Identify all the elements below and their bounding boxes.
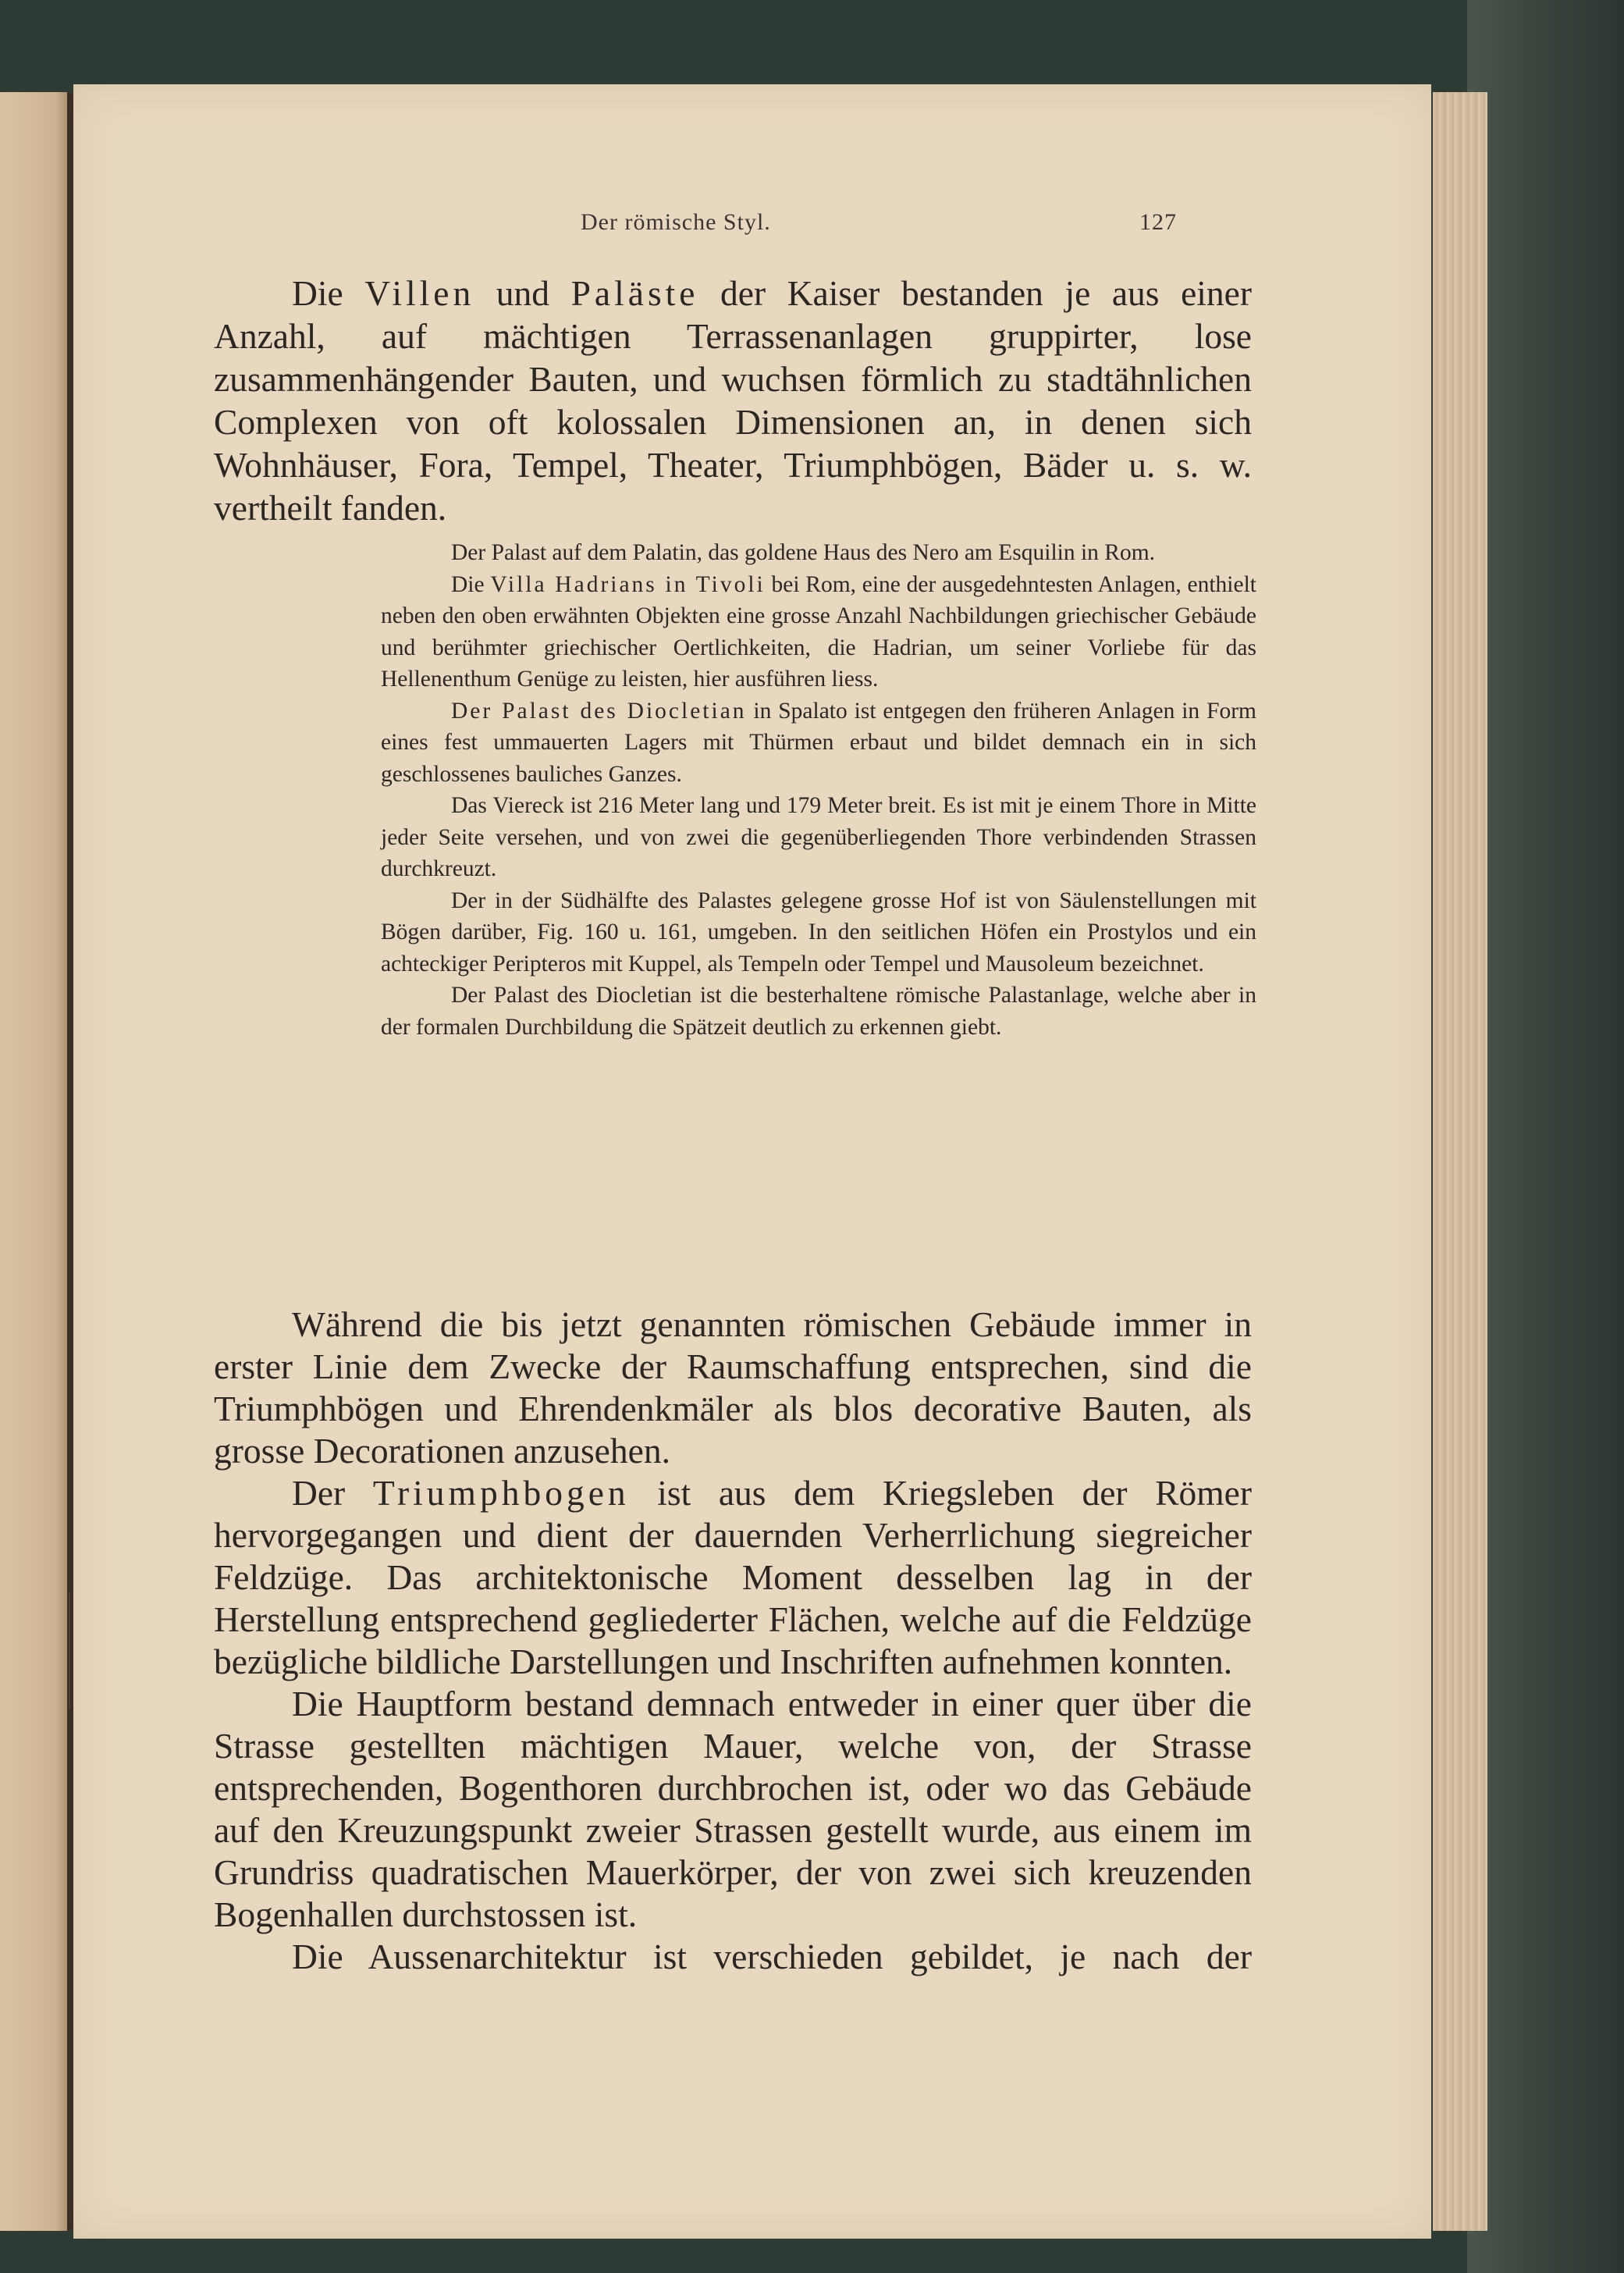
page-stack-edge [1433,92,1487,2231]
note-besterhaltene: Der Palast des Diocletian ist die besterhaltene römische Palastanlage, welche aber in der formalen Durchbildung die Spätzeit deutlich zu erkennen giebt. [381,983,1256,1040]
note-diocletian-palace [381,695,1256,791]
book-page [73,84,1431,2239]
note-suedhaelfte: Der in der Südhälfte des Palastes gelegene grosse Hof ist von Säulenstellungen mit Bögen darüber, Fig. 160 u. 161, umgeben. In den seitlichen Höfen ein Prostylos und ein achteckiger Peripteros mit Kuppel, als Tempeln oder Tempel und Mausoleum bezeichnet. [381,888,1256,976]
intro-text-mid: und [474,273,571,313]
paragraph-text-rest: ist aus dem Kriegsleben der Römer hervorgegangen und dient der dauernden Verherrlichung siegreicher Feldzüge. Das architektonische Moment desselben lag in der Herstellung entsprechend gegliederter Flächen, welche auf die Feldzüge bezügliche bildliche Darstellungen und Inschriften aufnehmen konnten. [214,1473,1252,1681]
note-text-start: Die [451,571,491,597]
intro-paragraph-block [214,272,1252,529]
term-palaeste: Paläste [570,273,699,313]
intro-text-rest: der Kaiser bestanden je aus einer Anzahl, auf mächtigen Terrassenanlagen gruppirter, lose zusammenhängender Bauten, und wuchsen förmlich zu stadtähnlichen Complexen von oft kolossalen Dimensionen an, in denen sich Wohnhäuser, Fora, Tempel, Theater, Triumphbögen, Bäder u. s. w. vertheilt fanden. [214,273,1253,528]
paragraph-triumphbogen [214,1472,1252,1683]
note-text-rest: in Spalato ist entgegen den früheren Anlagen in Form eines fest ummauerten Lagers mit Thürmen erbaut und bildet demnach ein in sich geschlossenes bauliches Ganzes. [381,698,1256,787]
term-villa-hadrian: Villa Hadrians in Tivoli [490,571,766,597]
term-triumphbogen: Triumphbogen [372,1473,630,1513]
term-villen: Villen [364,273,475,313]
left-page-edge [0,92,69,2231]
intro-paragraph [214,272,1252,529]
book-cover-binding [1467,0,1624,2273]
paragraph-hauptform: Die Hauptform bestand demnach entweder in einer quer über die Strasse gestellten mächtigen Mauer, welche von, der Strasse entsprechenden, Bogenthoren durchbrochen ist, oder wo das Gebäude auf den Kreuzungspunkt zweier Strassen gestellt wurde, aus einem im Grundriss quadratischen Mauerkörper, der von zwei sich kreuzenden Bogenhallen durchstossen ist. [214,1684,1252,1934]
main-paragraphs [214,1304,1252,1978]
paragraph-aussenarchitektur: Die Aussenarchitektur ist verschieden gebildet, je nach der [292,1937,1252,1976]
notes-block [381,537,1256,1043]
book-spine [67,92,73,2231]
intro-text-start: Die [292,273,365,313]
margin-mark [69,1592,70,1709]
running-head [73,209,1431,256]
note-villa-hadrian [381,569,1256,695]
page-number: 127 [1139,209,1177,235]
note-palatin: Der Palast auf dem Palatin, das goldene Haus des Nero am Esquilin in Rom. [451,540,1156,565]
running-head-title: Der römische Styl. [581,209,771,235]
term-palast-diocletian: Der Palast des Diocletian [451,698,747,724]
paragraph-gebaeude: Während die bis jetzt genannten römischen Gebäude immer in erster Linie dem Zwecke der Raumschaffung entsprechen, sind die Triumphbögen und Ehrendenkmäler als blos decorative Bauten, als grosse Decorationen anzusehen. [214,1304,1252,1471]
note-viereck: Das Viereck ist 216 Meter lang und 179 Meter breit. Es ist mit je einem Thore in Mitte jeder Seite versehen, und von zwei die gegenüberliegenden Thore verbindenden Strassen durchkreuzt. [381,793,1256,881]
note-text-rest: bei Rom, eine der ausgedehntesten Anlagen, enthielt neben den oben erwähnten Objekten eine grosse Anzahl Nachbildungen griechischer Gebäude und berühmter griechischer Oertlichkeiten, die Hadrian, um seiner Vorliebe für das Hellenenthum Genüge zu leisten, hier ausführen liess. [381,571,1256,692]
paragraph-text-start: Der [292,1473,373,1513]
